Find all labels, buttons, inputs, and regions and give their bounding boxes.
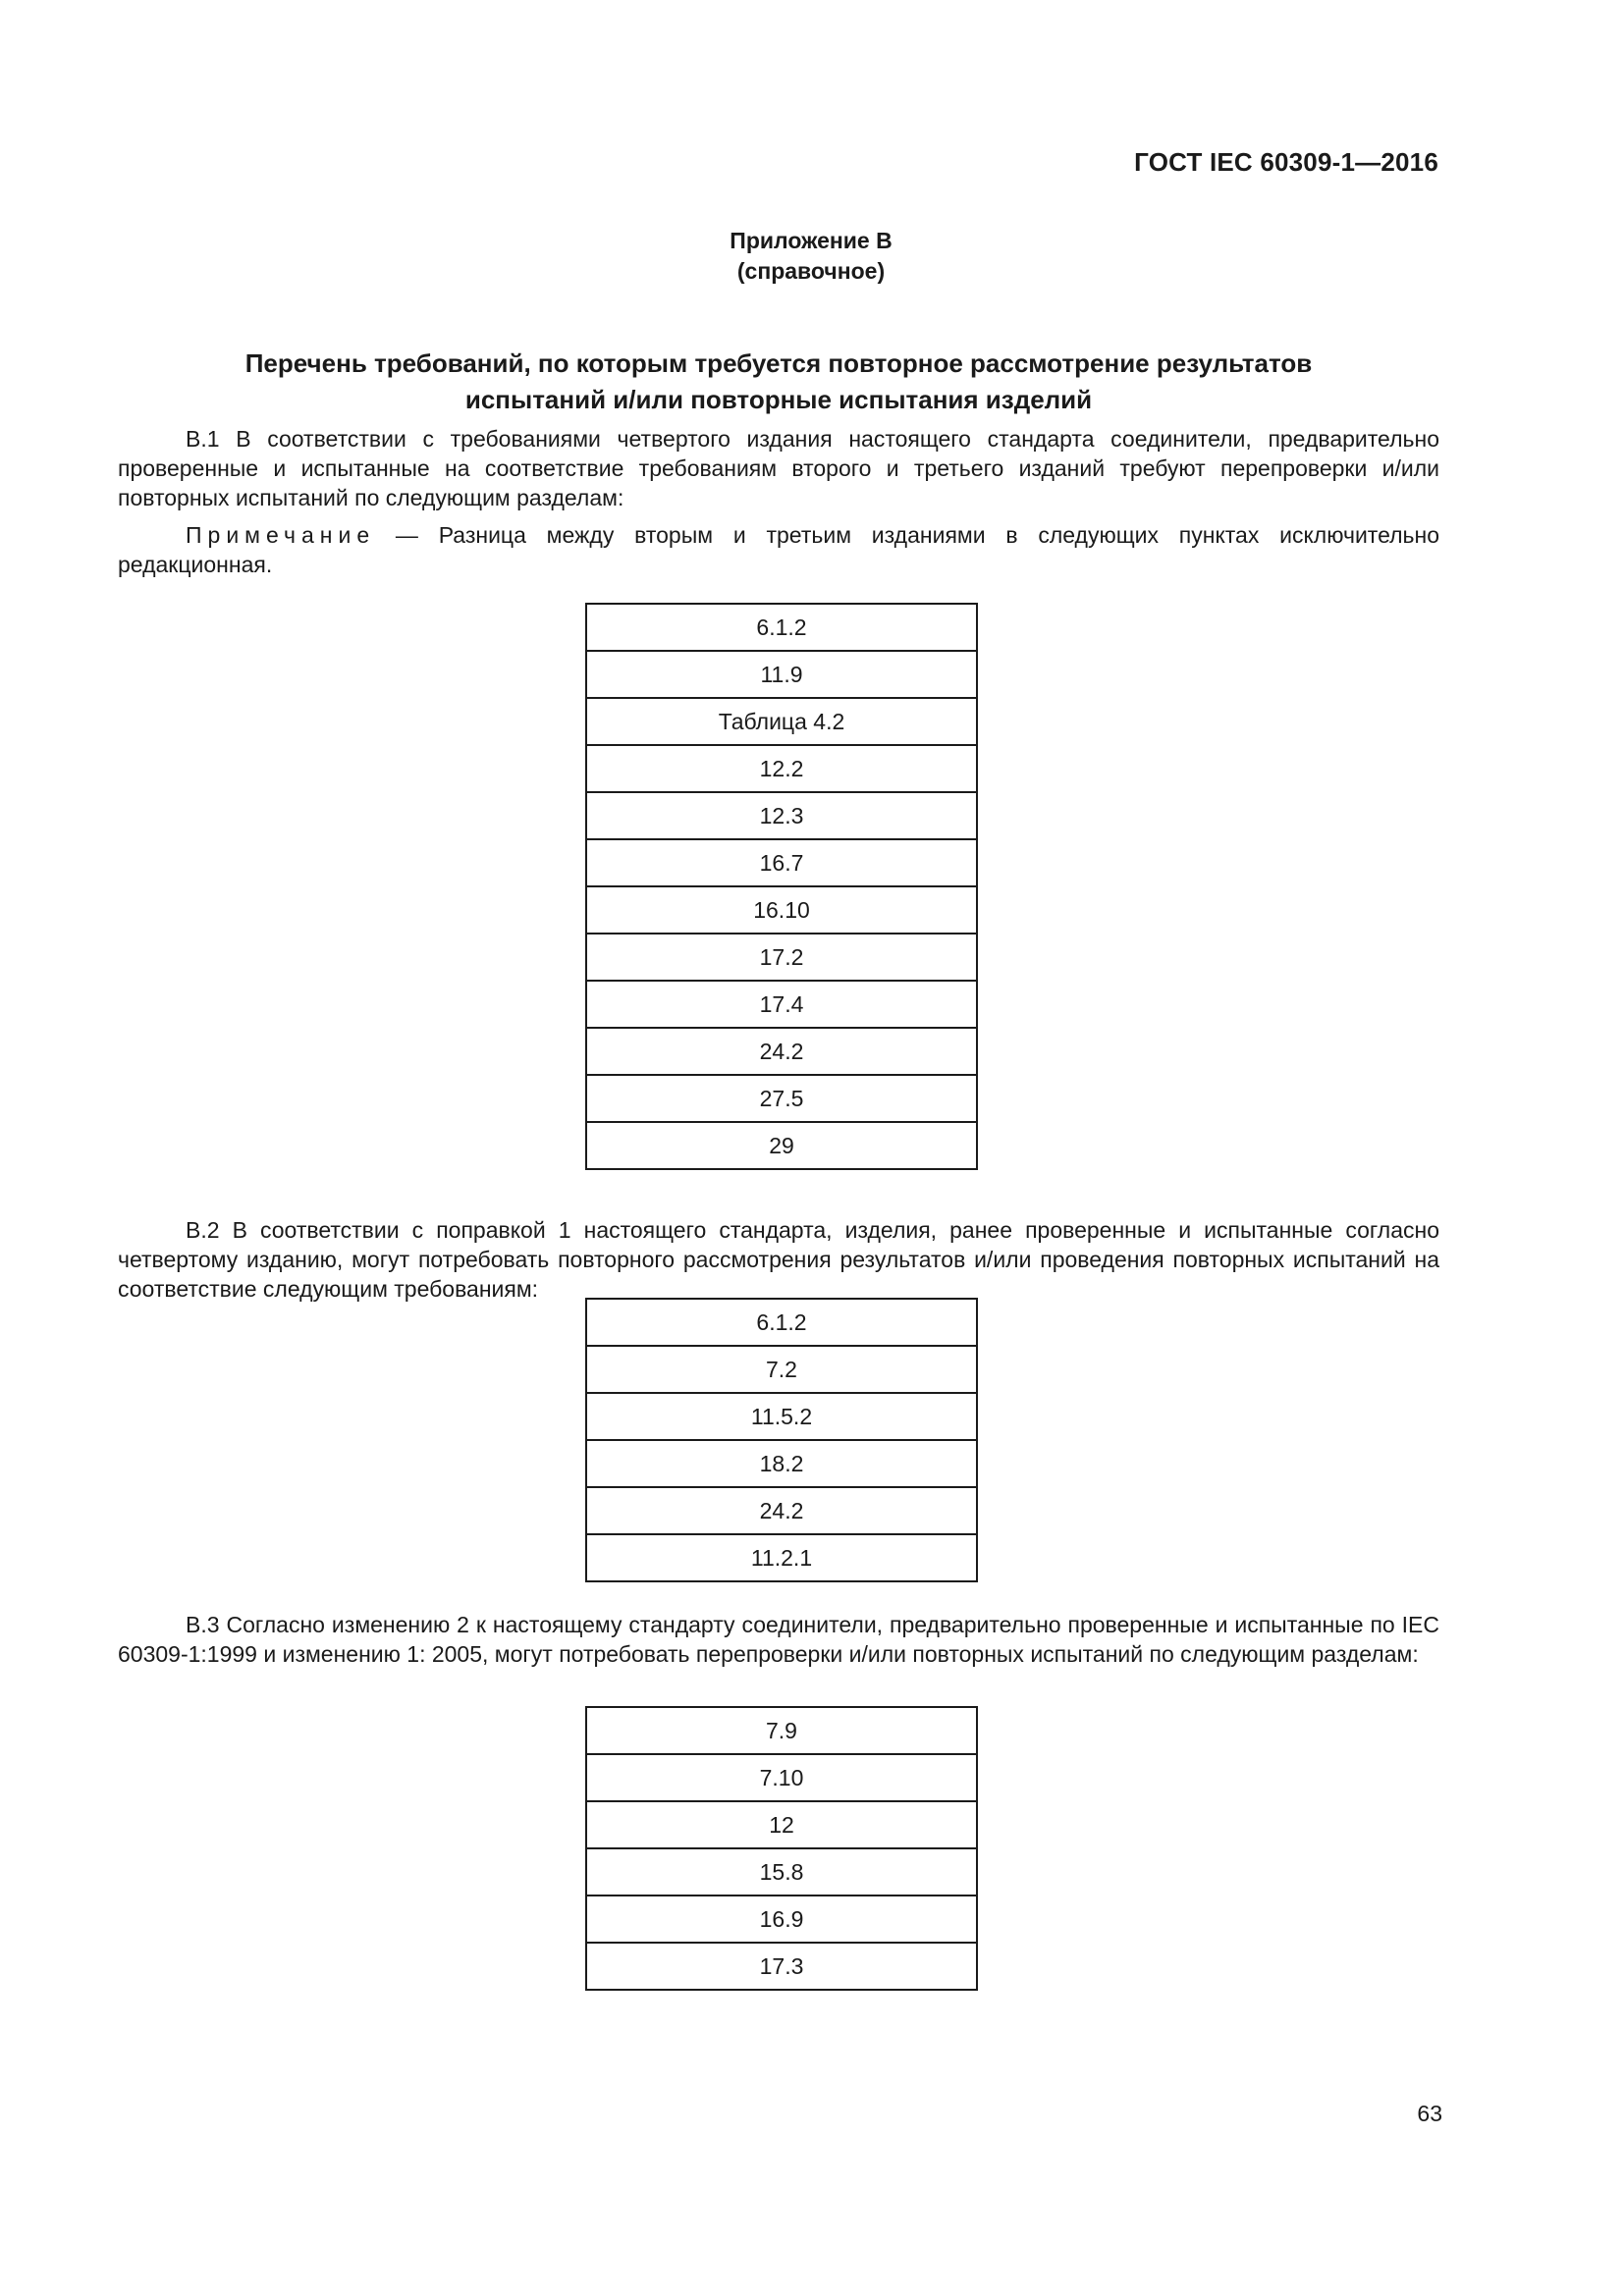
section-b2-paragraph: В.2 В соответствии с поправкой 1 настоящего стандарта, изделия, ранее проверенные и испытанные согласно четвертому изданию, могут потребовать повторного рассмотрения результатов и/или проведения повторных испытаний на соответствие следующим требованиям:	[118, 1217, 1439, 1302]
table-cell: 7.2	[586, 1346, 977, 1393]
table-row	[586, 1440, 977, 1487]
table-cell: 12.2	[586, 745, 977, 792]
title-line-1: Перечень требований, по которым требуется повторное рассмотрение результатов	[244, 348, 1313, 378]
table-cell: 7.9	[586, 1707, 977, 1754]
table-row	[586, 1028, 977, 1075]
table-cell: 27.5	[586, 1075, 977, 1122]
table-cell: 12	[586, 1801, 977, 1848]
note-text: — Разница между вторым и третьим изданиями в следующих пунктах исключительно редакционная.	[118, 522, 1439, 577]
table-row	[586, 1346, 977, 1393]
table-cell: 18.2	[586, 1440, 977, 1487]
table-cell: 11.5.2	[586, 1393, 977, 1440]
note-label: Примечание	[186, 522, 376, 548]
table-b2	[585, 1298, 978, 1582]
appendix-label: Приложение В	[730, 228, 893, 253]
table-row	[586, 604, 977, 651]
section-b3-paragraph: В.3 Согласно изменению 2 к настоящему стандарту соединители, предварительно проверенные и испытанные по IEC 60309-1:1999 и изменению 1: 2005, могут потребовать перепроверки и/или повторных испытаний по следующим разделам:	[118, 1612, 1439, 1667]
table-cell: 15.8	[586, 1848, 977, 1896]
table-row	[586, 1534, 977, 1581]
table-row	[586, 1299, 977, 1346]
page-number: 63	[1417, 2101, 1442, 2126]
table-b3	[585, 1706, 978, 1991]
table-row	[586, 698, 977, 745]
appendix-kind: (справочное)	[736, 258, 886, 284]
table-cell: 16.7	[586, 839, 977, 886]
table-cell: 6.1.2	[586, 604, 977, 651]
table-cell: Таблица 4.2	[586, 698, 977, 745]
table-row	[586, 1122, 977, 1169]
table-row	[586, 1943, 977, 1990]
table-row	[586, 1754, 977, 1801]
table-row	[586, 792, 977, 839]
table-row	[586, 1707, 977, 1754]
table-cell: 11.2.1	[586, 1534, 977, 1581]
table-cell: 7.10	[586, 1754, 977, 1801]
page-title	[118, 346, 1439, 418]
table-cell: 6.1.2	[586, 1299, 977, 1346]
appendix-heading	[0, 226, 1624, 287]
table-cell: 16.10	[586, 886, 977, 934]
table-row	[586, 1896, 977, 1943]
table-cell: 11.9	[586, 651, 977, 698]
table-row	[586, 1848, 977, 1896]
table-row	[586, 745, 977, 792]
table-cell: 12.3	[586, 792, 977, 839]
title-line-2: испытаний и/или повторные испытания изделий	[464, 385, 1093, 414]
table-cell: 29	[586, 1122, 977, 1169]
table-row	[586, 1801, 977, 1848]
table-cell: 24.2	[586, 1028, 977, 1075]
table-cell: 17.2	[586, 934, 977, 981]
table-b1	[585, 603, 978, 1170]
document-header: ГОСТ IEC 60309-1—2016	[1134, 147, 1438, 177]
table-row	[586, 981, 977, 1028]
table-row	[586, 1393, 977, 1440]
table-row	[586, 1075, 977, 1122]
section-b1-paragraph: В.1 В соответствии с требованиями четвертого издания настоящего стандарта соединители, предварительно проверенные и испытанные на соответствие требованиям второго и третьего изданий требуют перепроверки и/или повторных испытаний по следующим разделам:	[118, 426, 1439, 510]
table-cell: 17.3	[586, 1943, 977, 1990]
table-row	[586, 839, 977, 886]
table-row	[586, 651, 977, 698]
table-row	[586, 1487, 977, 1534]
table-cell: 24.2	[586, 1487, 977, 1534]
table-cell: 17.4	[586, 981, 977, 1028]
table-cell: 16.9	[586, 1896, 977, 1943]
note-paragraph	[118, 520, 1439, 579]
table-row	[586, 934, 977, 981]
table-row	[586, 886, 977, 934]
